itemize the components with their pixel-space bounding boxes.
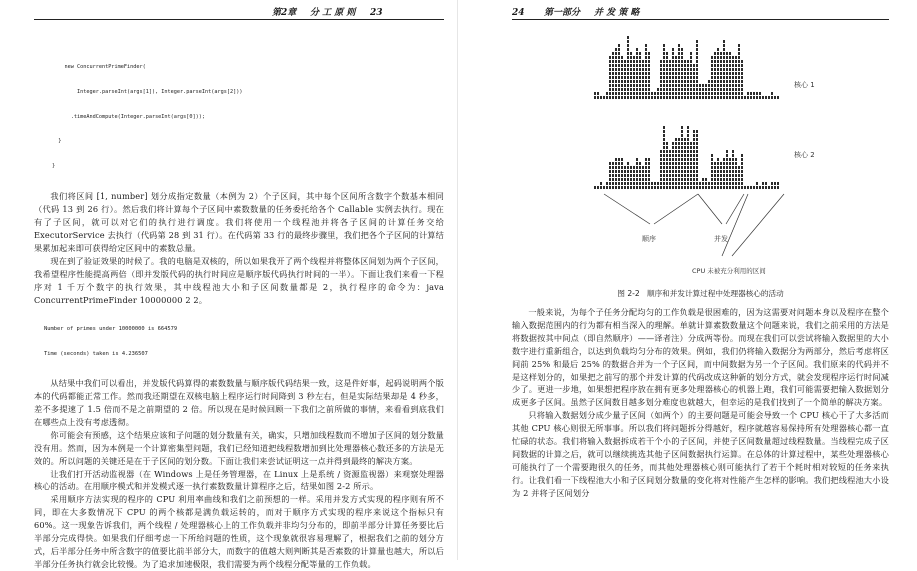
activity-bar <box>648 158 650 190</box>
activity-bar <box>705 178 707 190</box>
activity-bar <box>771 92 773 100</box>
activity-bar <box>753 92 755 100</box>
activity-bar <box>657 88 659 100</box>
caption-text: 顺序和并发计算过程中处理器核心的活动 <box>646 289 784 298</box>
part-label: 第一部分 <box>544 8 581 18</box>
activity-bar <box>690 52 692 100</box>
activity-bar <box>678 44 680 100</box>
activity-bar <box>756 92 758 100</box>
code-line: .timeAndCompute(Integer.parseInt(args[0])); <box>52 113 206 120</box>
activity-bar <box>732 56 734 100</box>
activity-bar <box>777 96 779 100</box>
paragraph: 现在到了验证效果的时候了。我的电脑是双核的，所以如果我开了两个线程并将整体区间划为两个子区间，我希望程序性能提高两倍（即并发版代码的执行时间应是顺序版代码执行时间的一半）。下面让我们来看一下程序对 1 千万个数字的执行效果，其中线程池大小和子区间数量都是 2，执行程序的命令为：java ConcurrentPrimeFinder 10000000 2 2。 <box>34 255 444 305</box>
activity-bar <box>624 60 626 100</box>
output-line: Number of primes under 10000000 is 664579 <box>44 326 178 333</box>
activity-bar <box>663 126 665 190</box>
right-page-header <box>512 5 889 20</box>
activity-bar <box>732 150 734 190</box>
core1-label: 核心 1 <box>794 81 815 89</box>
paragraph: 采用顺序方法实现的程序的 CPU 利用率曲线和我们之前预想的一样。采用并发方式实现的程序则有所不同，即在大多数情况下 CPU 的两个核都是满负载运转的，而对于顺序方式实现的程序来说这个指标只有 60%。这一现象告诉我们，两个线程 / 处理器核心上的工作负载并非均匀分布的，即前半部分计算任务要比后半部分完成得快。如果我们仔细考虑一下所给问题的性质，这个现象就很容易理解了，根据我们之前的划分方式，后半部分任务中所含数字的值要比前半部分大，而数字的值越大则判断其是否素数的计算量也越大，所以后半部分任务执行就会比较慢。为了追求加速极限，我们需要为两个线程分配等量的工作负载。 <box>34 494 444 569</box>
activity-bar <box>654 92 656 100</box>
right-page-number: 24 <box>512 8 525 18</box>
activity-bar <box>750 92 752 100</box>
activity-bar <box>723 158 725 190</box>
activity-bar <box>618 158 620 190</box>
activity-bar <box>642 166 644 190</box>
activity-bar <box>702 84 704 100</box>
activity-bar <box>660 60 662 100</box>
activity-bar <box>711 56 713 100</box>
activity-bar <box>726 150 728 190</box>
activity-bar <box>600 182 602 190</box>
paragraph: 从结果中我们可以看出，并发版代码算得的素数数量与顺序版代码结果一致，这是件好事，起码说明两个版本的代码都能正常工作。然而我还期望在双核电脑上程序运行时间降到 3 秒左右，但是实际结果却是 4 秒多，差不多提速了 1.5 倍而不是之前期望的 2 倍。所以现在是时候回顾一下我们之前所做的事情，来看看到底我们在哪些点上没有考虑透彻。 <box>34 378 444 427</box>
paragraph: 我们将区间 [1, number] 划分成指定数量（本例为 2）个子区间，其中每个区间所含数字个数基本相同（代码 13 到 26 行）。然后我们将计算每个子区间中素数数量的任务委托给各个 Callable 实例去执行。现在有了子区间，就可以对它们的执行进行调度。我们将使用一个线程池并将各子区间的计算任务交给 ExecutorService 去执行（代码第 28 到 31 行）。在代码第 33 行的最终步骤里，我们把各个子区间的计算结果累加起来即可获得给定区间中的素数总量。 <box>34 191 444 254</box>
activity-bar <box>642 60 644 100</box>
output-line: Time (seconds) taken is 4.236507 <box>44 350 148 357</box>
activity-bar <box>636 48 638 100</box>
activity-bar <box>669 60 671 100</box>
activity-bar <box>633 166 635 190</box>
left-page-number: 23 <box>370 8 383 18</box>
activity-bar <box>735 158 737 190</box>
activity-bar <box>693 64 695 100</box>
activity-bar <box>639 162 641 190</box>
activity-bar <box>633 56 635 100</box>
activity-bar <box>648 52 650 100</box>
activity-bar <box>627 36 629 100</box>
activity-bar <box>705 84 707 100</box>
activity-bar <box>765 96 767 100</box>
activity-bar <box>684 60 686 100</box>
code-line: new ConcurrentPrimeFinder( <box>52 64 146 71</box>
activity-bar <box>600 96 602 100</box>
activity-bar <box>729 158 731 190</box>
activity-bar <box>672 142 674 190</box>
activity-bar <box>744 96 746 100</box>
activity-bar <box>693 130 695 190</box>
activity-bar <box>660 150 662 190</box>
activity-bar <box>735 56 737 100</box>
paragraph: 让我们打开活动监视器（在 Windows 上是任务管理器，在 Linux 上是系统 / 资源监视器）来观察处理器核心的活动。在用顺序模式和并发模式逐一执行素数数量计算程序之后，结果如图 2-2 所示。 <box>34 468 444 492</box>
activity-bar <box>771 182 773 190</box>
activity-bar <box>738 44 740 100</box>
activity-bar <box>639 52 641 100</box>
activity-bar <box>714 162 716 190</box>
activity-bar <box>774 182 776 190</box>
activity-bar <box>681 48 683 100</box>
code-listing <box>34 47 444 186</box>
activity-bar <box>669 150 671 190</box>
activity-bar <box>720 162 722 190</box>
activity-bar <box>711 154 713 190</box>
caption-number: 图 2-2 <box>617 289 640 298</box>
activity-bar <box>717 48 719 100</box>
activity-bar <box>675 56 677 100</box>
core2-label: 核心 2 <box>794 151 815 159</box>
activity-bar <box>612 162 614 190</box>
activity-bar <box>603 96 605 100</box>
activity-bar <box>702 178 704 190</box>
activity-bar <box>717 158 719 190</box>
activity-bar <box>738 166 740 190</box>
code-line: } <box>52 138 62 145</box>
activity-bar <box>618 44 620 100</box>
activity-bar <box>687 60 689 100</box>
activity-bar <box>741 60 743 100</box>
activity-bar <box>630 166 632 190</box>
activity-bar <box>651 182 653 190</box>
activity-bar <box>675 138 677 190</box>
left-page <box>0 0 458 569</box>
activity-bar <box>654 182 656 190</box>
annotation-lines <box>594 190 844 270</box>
activity-bar <box>609 162 611 190</box>
activity-bar <box>768 96 770 100</box>
activity-bar <box>666 52 668 100</box>
left-page-header <box>34 5 444 20</box>
activity-bar <box>609 56 611 100</box>
activity-bar <box>708 80 710 100</box>
activity-bar <box>606 182 608 190</box>
activity-bar <box>726 52 728 100</box>
code-line: } <box>52 162 56 169</box>
activity-bar <box>615 158 617 190</box>
activity-bar <box>672 48 674 100</box>
activity-bar <box>747 92 749 100</box>
chapter-label: 第2章 <box>272 8 297 18</box>
activity-bar <box>723 40 725 100</box>
figure-caption <box>512 288 889 299</box>
right-page-text <box>512 306 889 500</box>
activity-bar <box>666 142 668 190</box>
activity-bar <box>762 96 764 100</box>
right-page <box>458 0 917 560</box>
sequential-label: 顺序 <box>642 235 656 243</box>
activity-bar <box>594 92 596 100</box>
activity-bar <box>612 52 614 100</box>
idle-note: CPU 未被充分利用的区间 <box>692 267 766 275</box>
activity-bar <box>621 56 623 100</box>
activity-bar <box>759 92 761 100</box>
activity-bar <box>774 96 776 100</box>
activity-bar <box>624 166 626 190</box>
activity-bar <box>699 84 701 100</box>
activity-bar <box>741 154 743 190</box>
activity-bar <box>765 182 767 190</box>
activity-bar <box>636 158 638 190</box>
activity-bar <box>687 126 689 190</box>
core1-activity-graph <box>594 32 784 102</box>
activity-bar <box>699 182 701 190</box>
activity-bar <box>720 52 722 100</box>
activity-bar <box>714 52 716 100</box>
activity-bar <box>627 162 629 190</box>
activity-bar <box>696 40 698 100</box>
activity-bar <box>762 182 764 190</box>
paragraph: 只将输入数据划分成少量子区间（如两个）的主要问题是可能会导致一个 CPU 核心干了大多活而其他 CPU 核心则很无所事事。所以我们将问题拆分得越好，程序就越容易保持所有处理器核心都一直忙碌的状态。我们将输入数据拆成若干个小的子区间，并使子区间数量超过线程数量。当线程完成子区间数据的计算之后，就可以继续挑选其他子区间数据执行运算。在总体的计算过程中，某些处理器核心可能执行了一个需要跑很久的任务，而其他处理器核心则可能执行了若干个耗时相对较短的任务来执行。让我们看一下线程池大小和子区间划分数量的变化将对性能产生怎样的影响。我们把线程池大小设为 2 并将子区间划分 <box>512 410 889 498</box>
activity-bar <box>681 126 683 190</box>
concurrent-label: 并发 <box>714 235 728 243</box>
figure-2-2 <box>594 30 844 290</box>
activity-bar <box>597 92 599 100</box>
activity-bar <box>663 44 665 100</box>
part-title: 并 发 策 略 <box>594 8 640 18</box>
chapter-title: 分 工 原 则 <box>310 8 356 18</box>
activity-bar <box>615 48 617 100</box>
activity-bar <box>606 92 608 100</box>
activity-bar <box>657 182 659 190</box>
activity-bar <box>630 52 632 100</box>
activity-bar <box>645 158 647 190</box>
activity-bar <box>645 44 647 100</box>
activity-bar <box>729 52 731 100</box>
activity-bar <box>684 138 686 190</box>
activity-bar <box>777 182 779 190</box>
code-line: Integer.parseInt(args[1]), Integer.parseInt(args[2])) <box>52 89 243 96</box>
activity-bar <box>690 142 692 190</box>
activity-bar <box>678 138 680 190</box>
activity-bar <box>621 158 623 190</box>
core2-activity-graph <box>594 122 784 192</box>
paragraph: 一般来说，为每个子任务分配均匀的工作负载是很困难的，因为这需要对问题本身以及程序在整个输入数据范围内的行为都有相当深入的理解。单就计算素数数量这个问题来说，我们之前采用的方法是将数据按其中间点（即自然顺序）——译者注）分成两等份。而现在我们可以尝试将输入数据里的大小数字进行重新组合，以达到负载均匀分布的效果。例如，我们仍将输入数据分为两部分，然后考虑将区间前 25% 和最后 25% 的数据合并为一个子区间，而中间数据为另一个子区间。我们原来的代码并不是这样划分的，如果把之前写的那个并发计算的代码改成这种新的划分方式，就会发现程序运行时间减少了。更进一步地，如果想把程序放在拥有更多处理器核心的机器上跑，我们可能需要把输入数据划分成更多子区间。虽然子区间数目越多划分难度也就越大，但幸运的是我们找到了一个简单的解决方案。 <box>512 307 889 408</box>
paragraph: 你可能会有预感，这个结果应该和子问题的划分数量有关，确实，只增加线程数而不增加子区间的划分数量没有用。然而，因为本例是一个计算密集型问题，我们已经知道把线程数增加到比处理器核心数还多的方法是无效的。所以问题的关键还是在于子区间的划分数。下面让我们来尝试证明这一点并得到最终的解决方案。 <box>34 429 444 466</box>
activity-bar <box>696 130 698 190</box>
activity-bar <box>651 92 653 100</box>
activity-bar <box>756 182 758 190</box>
activity-bar <box>708 182 710 190</box>
program-output <box>34 309 444 375</box>
